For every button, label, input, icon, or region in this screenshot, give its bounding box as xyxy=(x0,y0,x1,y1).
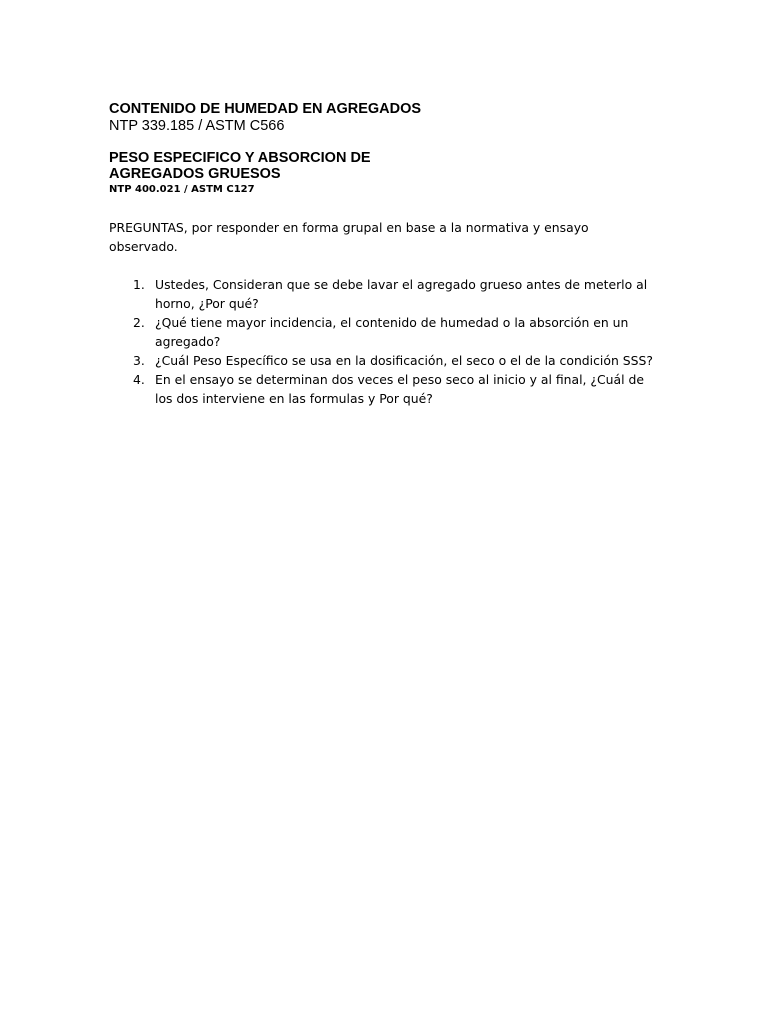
question-text-line1: ¿Cuál Peso Específico se usa en la dosificación, el seco o el de la condición SSS? xyxy=(155,353,653,368)
question-text-line2: horno, ¿Por qué? xyxy=(155,296,259,311)
section1-standard: NTP 339.185 / ASTM C566 xyxy=(109,118,285,134)
question-text-line2: agregado? xyxy=(155,334,221,349)
section2-title-line2: AGREGADOS GRUESOS xyxy=(109,166,281,182)
question-number: 1. xyxy=(133,277,145,292)
question-text-line2: los dos interviene en las formulas y Por qué? xyxy=(155,391,433,406)
question-number: 3. xyxy=(133,353,145,368)
intro-line1: PREGUNTAS, por responder en forma grupal en base a la normativa y ensayo xyxy=(109,220,589,235)
question-item xyxy=(109,313,669,351)
section1-title: CONTENIDO DE HUMEDAD EN AGREGADOS xyxy=(109,101,422,117)
questions-list xyxy=(109,275,669,408)
section2-title xyxy=(109,150,371,182)
question-text-line1: Ustedes, Consideran que se debe lavar el agregado grueso antes de meterlo al xyxy=(155,277,648,292)
question-item xyxy=(109,370,669,408)
section2-standard: NTP 400.021 / ASTM C127 xyxy=(109,184,255,195)
intro-paragraph xyxy=(109,218,629,256)
question-number: 2. xyxy=(133,315,145,330)
question-text-line1: En el ensayo se determinan dos veces el peso seco al inicio y al final, ¿Cuál de xyxy=(155,372,644,387)
question-text-line1: ¿Qué tiene mayor incidencia, el contenido de humedad o la absorción en un xyxy=(155,315,629,330)
section2-title-line1: PESO ESPECIFICO Y ABSORCION DE xyxy=(109,150,371,166)
question-item xyxy=(109,275,669,313)
question-number: 4. xyxy=(133,372,145,387)
intro-line2: observado. xyxy=(109,239,178,254)
question-item xyxy=(109,351,669,370)
